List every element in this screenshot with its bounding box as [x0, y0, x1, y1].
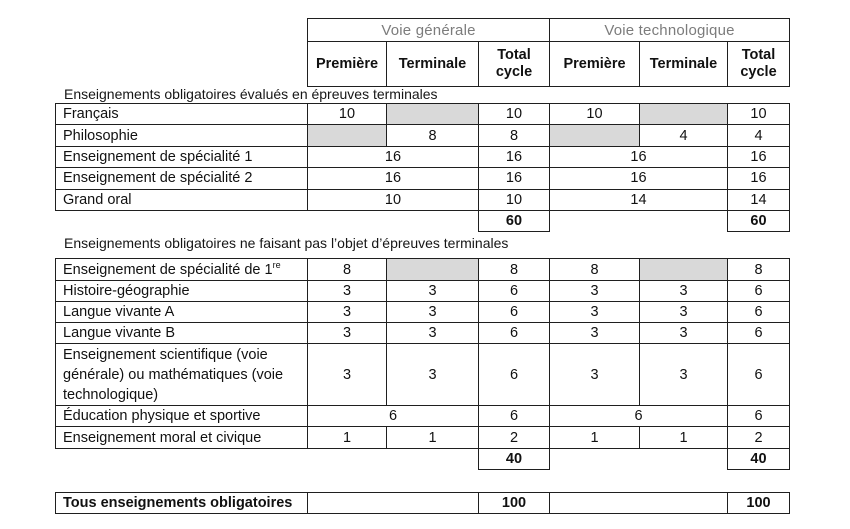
philosophie-tech-total: 4 [728, 125, 790, 146]
section2-subtotal-generale: 40 [478, 448, 550, 470]
francais-tech-terminale-na [640, 104, 728, 125]
francais-gen-premiere: 10 [308, 104, 387, 125]
lvb-gen-terminale: 3 [387, 323, 479, 344]
specialite2-label: Enseignement de spécialité 2 [56, 168, 308, 189]
specialite1-gen-premiere-terminale: 16 [308, 147, 479, 168]
specialite1-label: Enseignement de spécialité 1 [56, 147, 308, 168]
specialite-1re-gen-premiere: 8 [308, 259, 387, 281]
header-tech-premiere: Première [550, 42, 640, 87]
specialite1-tech-total: 16 [728, 147, 790, 168]
ens-sci-gen-total: 6 [479, 344, 550, 406]
specialite1-tech-premiere-terminale: 16 [550, 147, 728, 168]
specialite2-gen-total: 16 [479, 168, 550, 189]
specialite1-gen-total: 16 [479, 147, 550, 168]
francais-tech-premiere: 10 [550, 104, 640, 125]
header-gen-premiere: Première [308, 42, 387, 87]
grand-oral-tech-total: 14 [728, 190, 790, 211]
lva-gen-premiere: 3 [308, 302, 387, 323]
eps-tech-premiere-terminale: 6 [550, 406, 728, 427]
lvb-tech-total: 6 [728, 323, 790, 344]
philosophie-tech-terminale: 4 [640, 125, 728, 146]
section2-table [55, 258, 790, 449]
emc-gen-terminale: 1 [387, 427, 479, 449]
philosophie-gen-terminale: 8 [387, 125, 479, 146]
grand-total-tech-premiere-terminale-empty [550, 493, 728, 514]
section1-title: Enseignements obligatoires évalués en épreuves terminales [64, 86, 438, 102]
header-voie-generale: Voie générale [308, 19, 550, 42]
histoire-geo-tech-total: 6 [728, 281, 790, 302]
histoire-geo-gen-terminale: 3 [387, 281, 479, 302]
eps-gen-total: 6 [479, 406, 550, 427]
emc-tech-total: 2 [728, 427, 790, 449]
grand-total-label: Tous enseignements obligatoires [56, 493, 308, 514]
header-tech-total-cycle: Total cycle [728, 42, 790, 87]
lvb-tech-premiere: 3 [550, 323, 640, 344]
histoire-geo-gen-total: 6 [479, 281, 550, 302]
specialite-1re-tech-total: 8 [728, 259, 790, 281]
histoire-geo-gen-premiere: 3 [308, 281, 387, 302]
section1-table [55, 103, 790, 211]
histoire-geo-label: Histoire-géographie [56, 281, 308, 302]
specialite2-tech-premiere-terminale: 16 [550, 168, 728, 189]
header-gen-total-cycle: Total cycle [479, 42, 550, 87]
histoire-geo-tech-terminale: 3 [640, 281, 728, 302]
specialite-1re-label-sup: re [272, 259, 281, 270]
header-gen-terminale: Terminale [387, 42, 479, 87]
lva-tech-premiere: 3 [550, 302, 640, 323]
ens-sci-tech-premiere: 3 [550, 344, 640, 406]
lva-gen-terminale: 3 [387, 302, 479, 323]
emc-gen-total: 2 [479, 427, 550, 449]
francais-tech-total: 10 [728, 104, 790, 125]
grand-oral-label: Grand oral [56, 190, 308, 211]
lvb-tech-terminale: 3 [640, 323, 728, 344]
lva-tech-terminale: 3 [640, 302, 728, 323]
specialite-1re-tech-premiere: 8 [550, 259, 640, 281]
emc-label: Enseignement moral et civique [56, 427, 308, 449]
header-voie-technologique: Voie technologique [550, 19, 790, 42]
section2-title: Enseignements obligatoires ne faisant pas l’objet d’épreuves terminales [64, 235, 509, 251]
enseignement-scientifique-label: Enseignement scientifique (voie générale) ou mathématiques (voie technologique) [56, 344, 308, 406]
philosophie-label: Philosophie [56, 125, 308, 146]
francais-gen-total: 10 [479, 104, 550, 125]
grand-total-gen-premiere-terminale-empty [308, 493, 479, 514]
emc-tech-terminale: 1 [640, 427, 728, 449]
histoire-geo-tech-premiere: 3 [550, 281, 640, 302]
philosophie-tech-premiere-na [550, 125, 640, 146]
specialite-1re-label [56, 259, 308, 281]
lva-tech-total: 6 [728, 302, 790, 323]
section1-subtotal-technologique: 60 [727, 210, 790, 232]
ens-sci-tech-total: 6 [728, 344, 790, 406]
eps-tech-total: 6 [728, 406, 790, 427]
francais-label: Français [56, 104, 308, 125]
emc-gen-premiere: 1 [308, 427, 387, 449]
philosophie-gen-premiere-na [308, 125, 387, 146]
lva-gen-total: 6 [479, 302, 550, 323]
eps-gen-premiere-terminale: 6 [308, 406, 479, 427]
specialite2-tech-total: 16 [728, 168, 790, 189]
eps-label: Éducation physique et sportive [56, 406, 308, 427]
francais-gen-terminale-na [387, 104, 479, 125]
grand-oral-tech-premiere-terminale: 14 [550, 190, 728, 211]
specialite2-gen-premiere-terminale: 16 [308, 168, 479, 189]
lva-label: Langue vivante A [56, 302, 308, 323]
column-header-table [307, 18, 790, 87]
specialite-1re-gen-total: 8 [479, 259, 550, 281]
lvb-gen-premiere: 3 [308, 323, 387, 344]
header-tech-terminale: Terminale [640, 42, 728, 87]
grand-total-gen-total: 100 [479, 493, 550, 514]
philosophie-gen-total: 8 [479, 125, 550, 146]
ens-sci-gen-terminale: 3 [387, 344, 479, 406]
section2-subtotal-technologique: 40 [727, 448, 790, 470]
grand-oral-gen-premiere-terminale: 10 [308, 190, 479, 211]
specialite-1re-tech-terminale-na [640, 259, 728, 281]
specialite-1re-label-text: Enseignement de spécialité de 1 [63, 261, 273, 278]
lvb-gen-total: 6 [479, 323, 550, 344]
grand-total-tech-total: 100 [728, 493, 790, 514]
ens-sci-tech-terminale: 3 [640, 344, 728, 406]
grand-oral-gen-total: 10 [479, 190, 550, 211]
ens-sci-gen-premiere: 3 [308, 344, 387, 406]
emc-tech-premiere: 1 [550, 427, 640, 449]
specialite-1re-gen-terminale-na [387, 259, 479, 281]
lvb-label: Langue vivante B [56, 323, 308, 344]
section1-subtotal-generale: 60 [478, 210, 550, 232]
grand-total-table [55, 492, 790, 514]
